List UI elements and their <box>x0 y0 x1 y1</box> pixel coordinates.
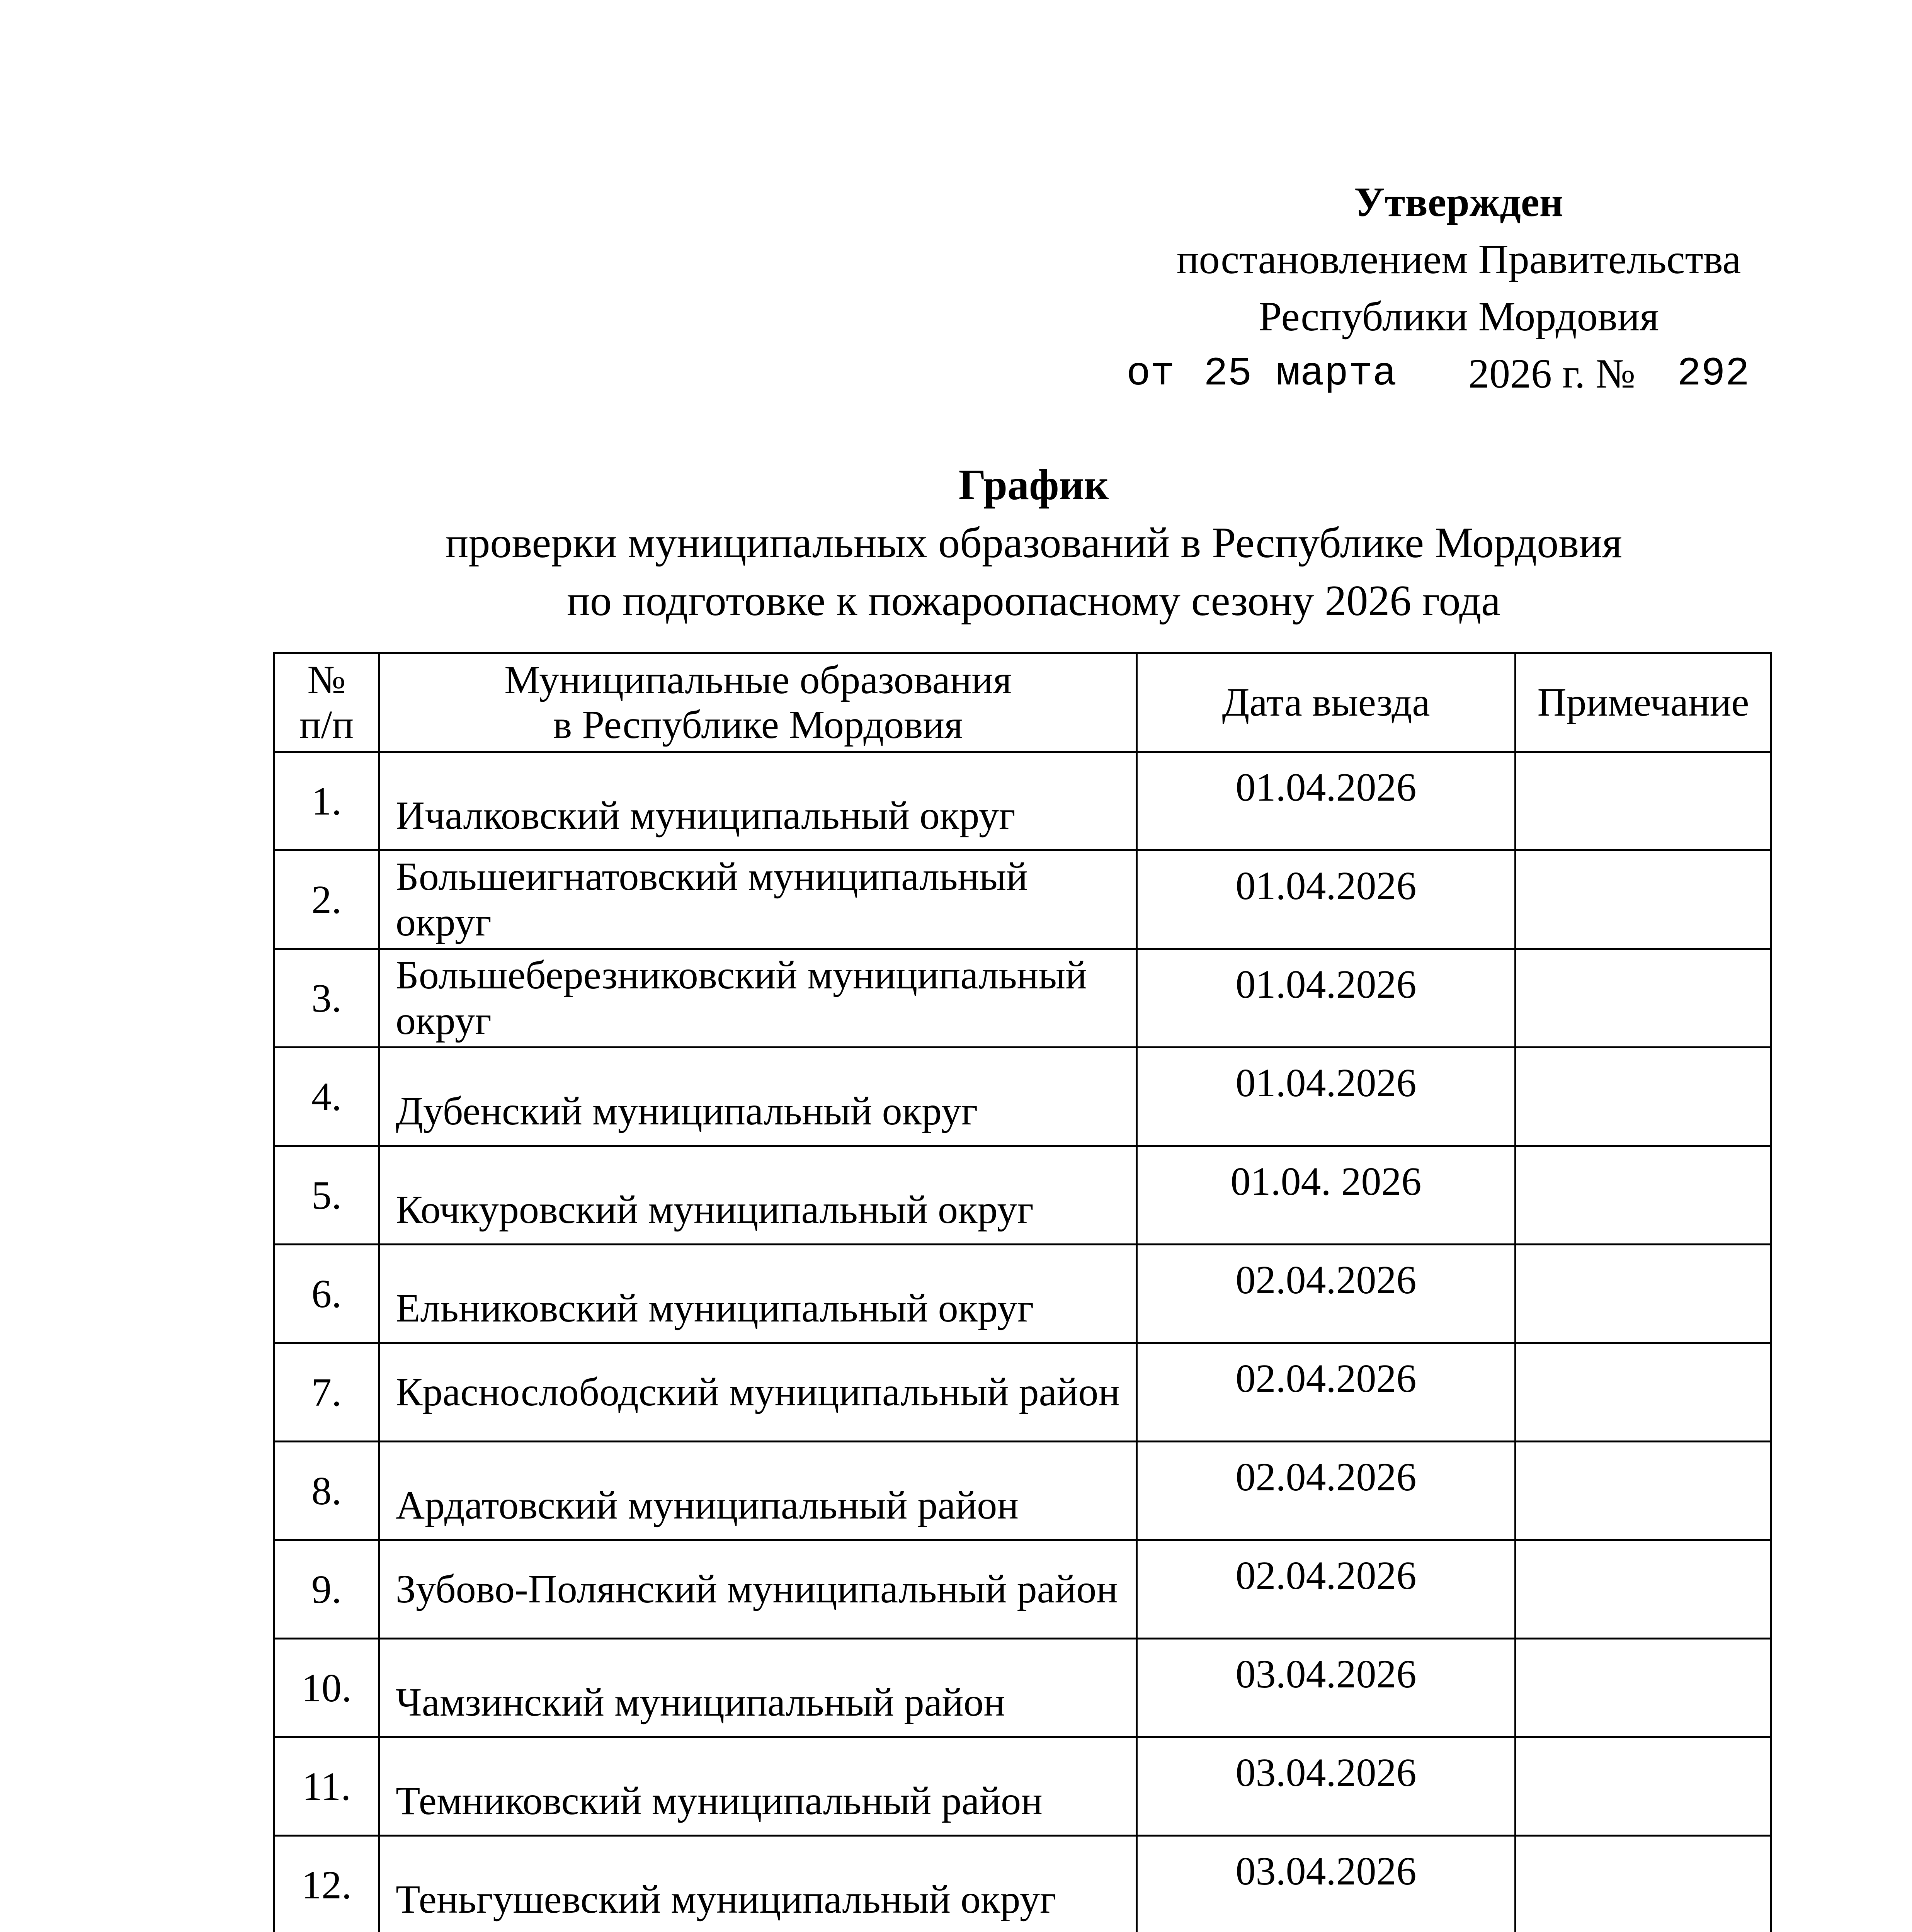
row-number: 12. <box>274 1836 379 1932</box>
document-subtitle-line-1: проверки муниципальных образований в Республике Мордовия <box>445 519 1622 567</box>
row-municipality: Теньгушевский муниципальный округ <box>379 1836 1137 1932</box>
row-note <box>1516 949 1771 1048</box>
header-municipality <box>379 653 1137 752</box>
row-municipality: Краснослободский муниципальный район <box>379 1343 1137 1442</box>
row-note <box>1516 752 1771 850</box>
header-number-line-2: п/п <box>299 702 354 747</box>
row-municipality: Дубенский муниципальный округ <box>379 1048 1137 1146</box>
table-row <box>274 1737 1771 1836</box>
row-date: 03.04.2026 <box>1137 1737 1516 1836</box>
table-row <box>274 1442 1771 1540</box>
row-note <box>1516 1639 1771 1737</box>
row-municipality: Чамзинский муниципальный район <box>379 1639 1137 1737</box>
row-number: 5. <box>274 1146 379 1245</box>
row-date: 02.04.2026 <box>1137 1245 1516 1343</box>
header-number-line-1: № <box>307 658 346 702</box>
date-prefix: от <box>1126 351 1175 397</box>
row-note <box>1516 1836 1771 1932</box>
row-date: 03.04.2026 <box>1137 1639 1516 1737</box>
row-municipality: Ельниковский муниципальный округ <box>379 1245 1137 1343</box>
row-note <box>1516 1540 1771 1639</box>
schedule-table <box>273 652 1772 1932</box>
decree-number: 292 <box>1677 351 1750 397</box>
approval-line-2: Республики Мордовия <box>1258 294 1659 340</box>
document-heading: График <box>958 461 1109 509</box>
header-date: Дата выезда <box>1137 653 1516 752</box>
row-date: 01.04.2026 <box>1137 1048 1516 1146</box>
row-number: 4. <box>274 1048 379 1146</box>
row-municipality: Темниковский муниципальный район <box>379 1737 1137 1836</box>
date-year: 2026 г. № <box>1468 351 1636 397</box>
approval-title: Утвержден <box>1354 179 1563 225</box>
row-date: 01.04.2026 <box>1137 752 1516 850</box>
row-number: 9. <box>274 1540 379 1639</box>
table-row <box>274 1540 1771 1639</box>
row-date: 01.04.2026 <box>1137 949 1516 1048</box>
table-row <box>274 1245 1771 1343</box>
row-note <box>1516 1737 1771 1836</box>
row-date: 02.04.2026 <box>1137 1540 1516 1639</box>
row-municipality: Ичалковский муниципальный округ <box>379 752 1137 850</box>
document-title-block <box>232 456 1835 630</box>
table-row <box>274 1146 1771 1245</box>
row-note <box>1516 1442 1771 1540</box>
row-number: 11. <box>274 1737 379 1836</box>
row-date: 02.04.2026 <box>1137 1343 1516 1442</box>
row-municipality: Зубово-Полянский муниципальный район <box>379 1540 1137 1639</box>
approval-date-line <box>1121 345 1797 403</box>
table-header-row <box>274 653 1771 752</box>
table-row <box>274 1048 1771 1146</box>
table-row <box>274 850 1771 949</box>
header-note: Примечание <box>1516 653 1771 752</box>
row-municipality: Большеберезниковский муниципальный округ <box>379 949 1137 1048</box>
row-municipality: Ардатовский муниципальный район <box>379 1442 1137 1540</box>
row-date: 01.04.2026 <box>1137 850 1516 949</box>
row-date: 02.04.2026 <box>1137 1442 1516 1540</box>
header-municipality-line-1: Муниципальные образования <box>504 658 1012 702</box>
row-note <box>1516 850 1771 949</box>
row-note <box>1516 1245 1771 1343</box>
header-number <box>274 653 379 752</box>
row-number: 10. <box>274 1639 379 1737</box>
table-row <box>274 1836 1771 1932</box>
row-municipality: Кочкуровский муниципальный округ <box>379 1146 1137 1245</box>
header-municipality-line-2: в Республике Мордовия <box>553 702 963 747</box>
row-municipality: Большеигнатовский муниципальный округ <box>379 850 1137 949</box>
approval-block <box>1121 174 1797 403</box>
row-note <box>1516 1343 1771 1442</box>
approval-line-1: постановлением Правительства <box>1176 236 1741 282</box>
row-date: 03.04.2026 <box>1137 1836 1516 1932</box>
row-number: 3. <box>274 949 379 1048</box>
row-number: 6. <box>274 1245 379 1343</box>
table-row <box>274 949 1771 1048</box>
table-row <box>274 752 1771 850</box>
document-subtitle-line-2: по подготовке к пожароопасному сезону 2026 года <box>567 577 1500 625</box>
row-number: 7. <box>274 1343 379 1442</box>
row-date: 01.04. 2026 <box>1137 1146 1516 1245</box>
row-number: 8. <box>274 1442 379 1540</box>
row-number: 1. <box>274 752 379 850</box>
row-note <box>1516 1048 1771 1146</box>
table-row <box>274 1639 1771 1737</box>
table-row <box>274 1343 1771 1442</box>
date-day-month: 25 марта <box>1204 351 1397 397</box>
row-number: 2. <box>274 850 379 949</box>
row-note <box>1516 1146 1771 1245</box>
